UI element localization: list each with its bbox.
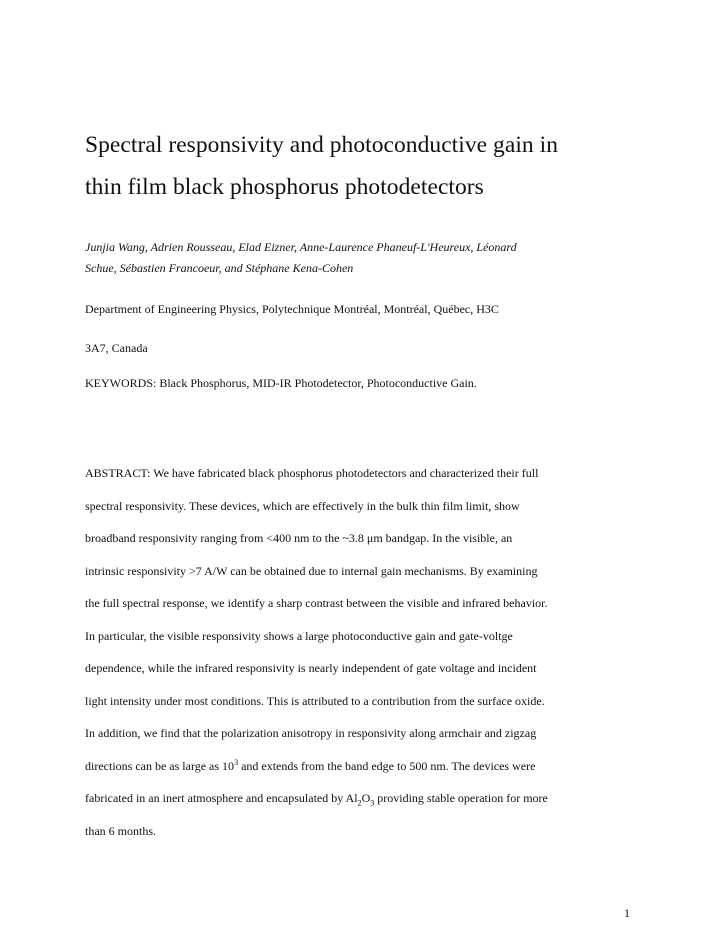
abstract-line: light intensity under most conditions. This is attributed to a contribution from the surface oxide.	[85, 693, 545, 708]
abstract-text: O	[361, 791, 371, 805]
abstract-line: spectral responsivity. These devices, which are effectively in the bulk thin film limit, show	[85, 498, 520, 513]
affiliation-line-1: Department of Engineering Physics, Polytechnique Montréal, Montréal, Québec, H3C	[85, 302, 499, 316]
subscript: 3	[370, 798, 375, 808]
title-line-2: thin film black phosphorus photodetectors	[85, 174, 484, 200]
abstract-line: intrinsic responsivity >7 A/W can be obtained due to internal gain mechanisms. By examining	[85, 563, 538, 578]
abstract-line: broadband responsivity ranging from <400 nm to the ~3.8 μm bandgap. In the visible, an	[85, 531, 513, 545]
abstract-line: dependence, while the infrared responsivity is nearly independent of gate voltage and incident	[85, 661, 537, 675]
abstract-text: directions can be as large as 10	[85, 758, 235, 773]
author-line-2: Schue, Sébastien Francoeur, and Stéphane Kena-Cohen	[85, 261, 354, 275]
abstract-text: fabricated in an inert atmosphere and encapsulated by Al	[85, 791, 358, 805]
abstract-line: In addition, we find that the polarization anisotropy in responsivity along armchair and zigzag	[85, 726, 537, 740]
abstract-line: than 6 months.	[85, 823, 156, 838]
abstract-text: providing stable operation for more	[374, 791, 548, 805]
abstract-line: In particular, the visible responsivity shows a large photoconductive gain and gate-voltge	[85, 628, 513, 643]
abstract-line: the full spectral response, we identify a sharp contrast between the visible and infrared behavior.	[85, 596, 548, 610]
subscript: 2	[357, 798, 362, 808]
abstract-line	[85, 758, 645, 791]
author-line-1: Junjia Wang, Adrien Rousseau, Elad Eizner, Anne-Laurence Phaneuf-L'Heureux, Léonard	[85, 240, 517, 254]
title-line-1: Spectral responsivity and photoconductive gain in	[85, 132, 559, 158]
superscript: 3	[234, 757, 239, 767]
abstract-line: ABSTRACT: We have fabricated black phosphorus photodetectors and characterized their full	[85, 466, 539, 480]
abstract	[85, 465, 645, 855]
keywords: KEYWORDS: Black Phosphorus, MID-IR Photodetector, Photoconductive Gain.	[85, 376, 477, 390]
abstract-text: and extends from the band edge to 500 nm. The devices were	[238, 758, 536, 773]
paper-title	[85, 124, 665, 208]
author-list	[85, 237, 665, 279]
page-number: 1	[624, 906, 630, 920]
affiliation-line-2: 3A7, Canada	[85, 341, 148, 355]
abstract-line	[85, 790, 645, 823]
